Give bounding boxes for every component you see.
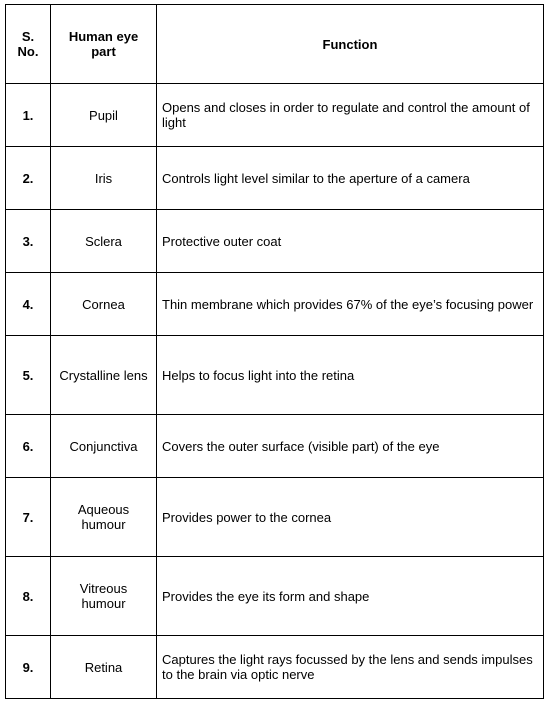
row-sno: 6. (6, 415, 51, 478)
row-function: Helps to focus light into the retina (157, 336, 544, 415)
row-part: Cornea (51, 273, 157, 336)
table-row (6, 273, 544, 336)
row-sno: 2. (6, 147, 51, 210)
row-sno: 3. (6, 210, 51, 273)
row-sno: 4. (6, 273, 51, 336)
row-sno: 1. (6, 84, 51, 147)
table-row (6, 147, 544, 210)
row-part: Conjunctiva (51, 415, 157, 478)
row-part: Iris (51, 147, 157, 210)
row-function: Controls light level similar to the aperture of a camera (157, 147, 544, 210)
row-function: Covers the outer surface (visible part) of the eye (157, 415, 544, 478)
row-part: Vitreous humour (51, 557, 157, 636)
header-function-label: Function (322, 36, 378, 52)
table-row (6, 336, 544, 415)
table-row (6, 84, 544, 147)
header-row (6, 5, 544, 84)
table-row (6, 415, 544, 478)
row-sno: 8. (6, 557, 51, 636)
row-function: Thin membrane which provides 67% of the eye’s focusing power (157, 273, 544, 336)
row-function: Provides power to the cornea (157, 478, 544, 557)
table-row (6, 636, 544, 699)
header-function (157, 5, 544, 84)
row-part: Aqueous humour (51, 478, 157, 557)
header-part (51, 5, 157, 84)
table-row (6, 478, 544, 557)
row-function: Captures the light rays focussed by the lens and sends impulses to the brain via optic nerve (157, 636, 544, 699)
table-header (6, 5, 544, 84)
header-sno (6, 5, 51, 84)
row-sno: 7. (6, 478, 51, 557)
row-part: Sclera (51, 210, 157, 273)
table-body (6, 84, 544, 699)
eye-parts-table (5, 4, 544, 699)
row-sno: 9. (6, 636, 51, 699)
row-function: Provides the eye its form and shape (157, 557, 544, 636)
row-function: Protective outer coat (157, 210, 544, 273)
row-sno: 5. (6, 336, 51, 415)
row-part: Retina (51, 636, 157, 699)
row-part: Pupil (51, 84, 157, 147)
table-row (6, 210, 544, 273)
row-part: Crystalline lens (51, 336, 157, 415)
header-sno-label: S. No. (17, 29, 39, 59)
table-row (6, 557, 544, 636)
row-function: Opens and closes in order to regulate and control the amount of light (157, 84, 544, 147)
header-part-label: Human eye part (68, 29, 139, 59)
